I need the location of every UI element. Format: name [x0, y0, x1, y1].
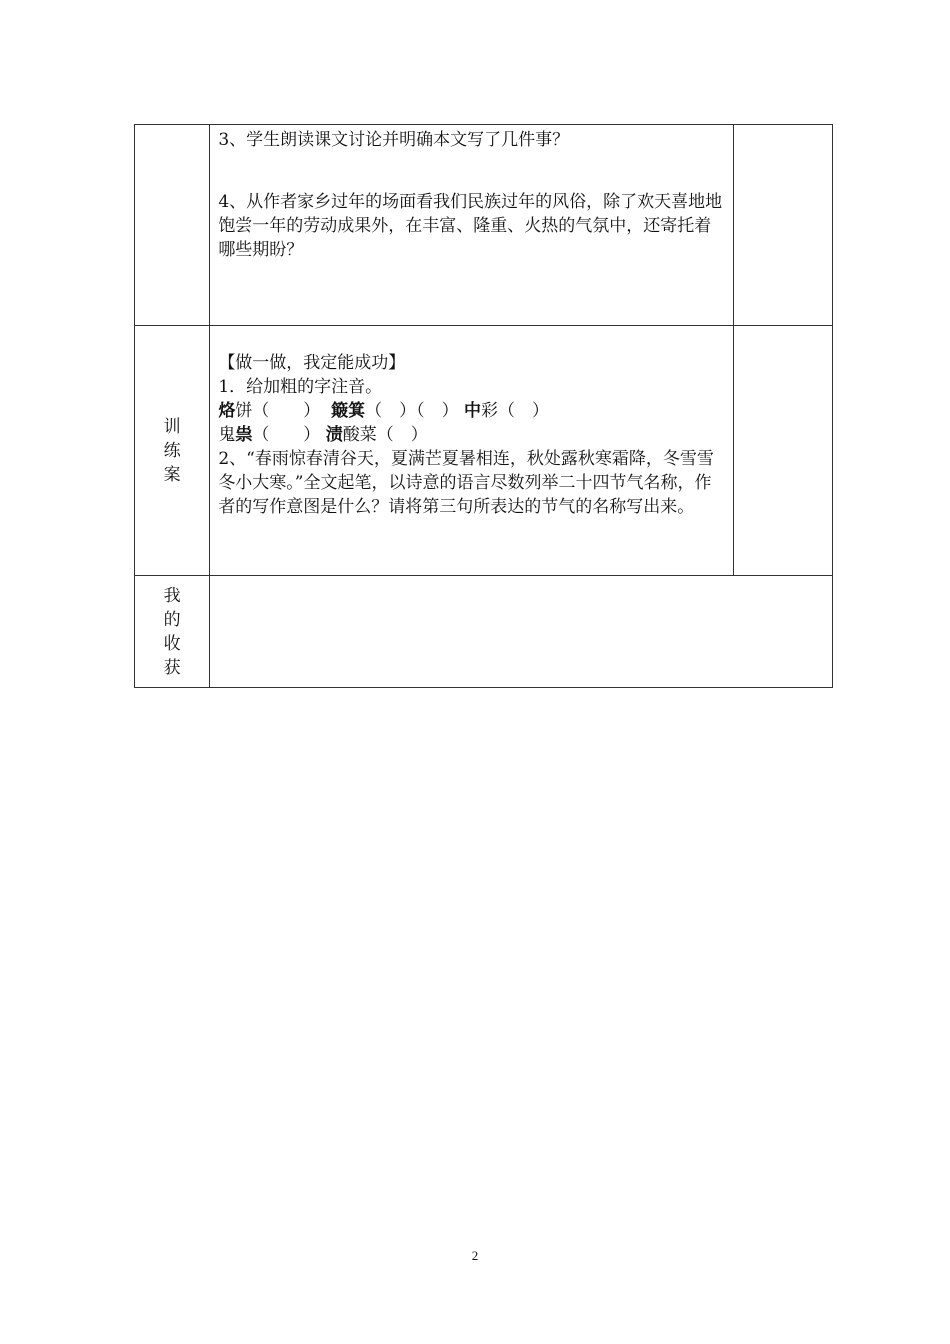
content-cell: [210, 125, 733, 326]
exercise-heading: 【做一做，我定能成功】: [218, 353, 406, 373]
table-row: [135, 326, 833, 576]
table-row: [135, 125, 833, 326]
notes-cell: [733, 125, 832, 326]
exercise-item-2: 2、“春雨惊春清谷天，夏满芒夏暑相连，秋处露秋寒霜降，冬雪雪冬小大寒。”全文起笔，以诗意的语言尽数列举二十四节气名称，作者的写作意图是什么？请将第三句所表达的节气的名称写出来。: [218, 449, 714, 517]
pinyin-line-b: 鬼祟（ ） 渍酸菜（ ）: [218, 425, 428, 445]
notes-cell: [733, 326, 832, 576]
section-label-harvest: 我 的 收 获: [135, 576, 210, 688]
harvest-cell: [210, 576, 833, 688]
label-cell-empty: [135, 125, 210, 326]
lesson-table: [134, 124, 833, 688]
content-cell: [210, 326, 733, 576]
pinyin-line-a: 烙饼（ ） 簸箕（ ）（ ） 中彩（ ）: [218, 401, 550, 421]
page-number: 2: [471, 1248, 479, 1263]
question-4: 4、从作者家乡过年的场面看我们民族过年的风俗，除了欢天喜地地饱尝一年的劳动成果外，在丰富、隆重、火热的气氛中，还寄托着哪些期盼？: [218, 192, 723, 260]
section-label-training: 训 练 案: [135, 326, 210, 576]
question-3: 3、学生朗读课文讨论并明确本文写了几件事？: [218, 130, 570, 150]
table-row: [135, 576, 833, 688]
exercise-item-1: 1．给加粗的字注音。: [218, 377, 383, 397]
